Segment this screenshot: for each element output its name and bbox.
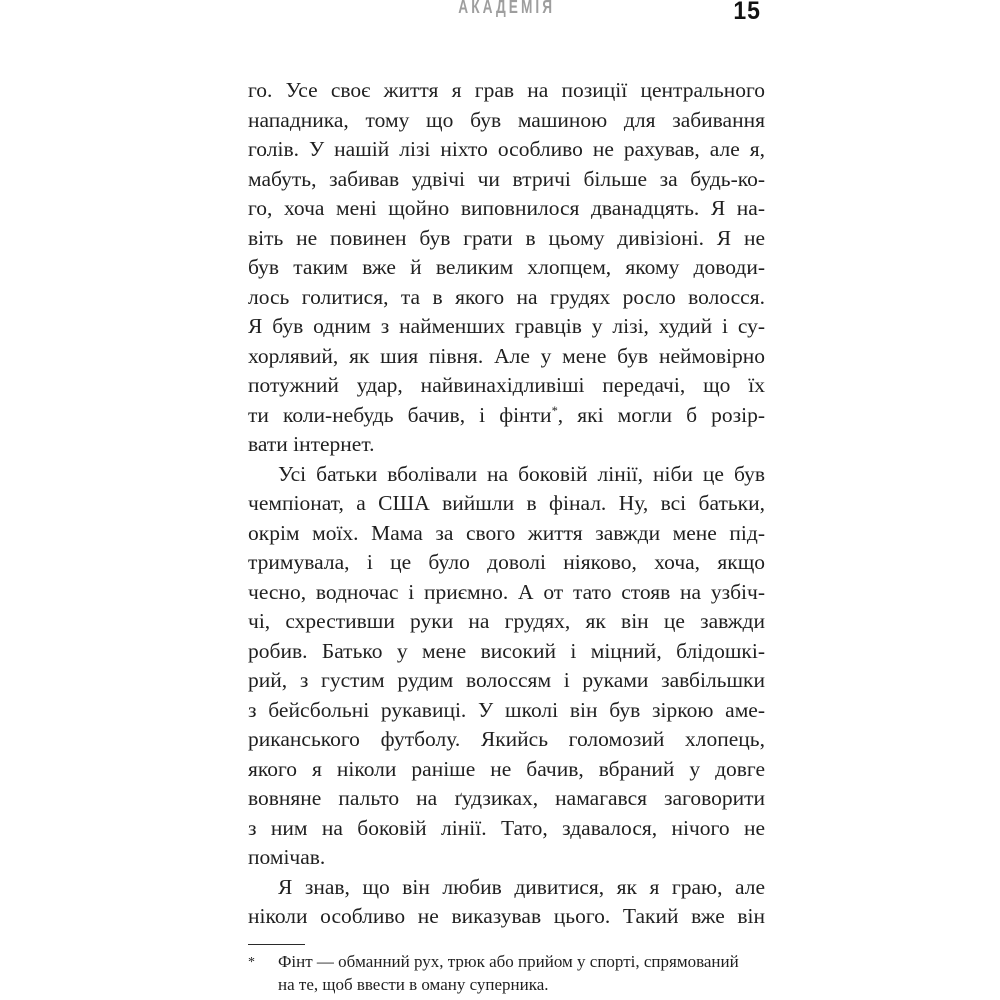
text-line: голів. У нашій лізі ніхто особливо не рахував, але я, [248, 137, 765, 161]
text-line: з бейсбольні рукавиці. У школі він був зіркою аме- [248, 697, 765, 722]
body-text [248, 76, 765, 932]
text-line: рий, з густим рудим волоссям і руками завбільшки [248, 668, 765, 692]
footnote [248, 944, 765, 996]
text-line: лось голитися, та в якого на грудях росло волосся. [248, 284, 765, 309]
text-line: тримувала, і це було доволі ніяково, хоча, якщо [248, 550, 765, 574]
footnote-reference: * [551, 403, 558, 418]
text-line: Фінт — обманний рух, трюк або прийом у спорті, спрямований [278, 952, 739, 971]
text-line: чі, схрестивши руки на грудях, як він це завжди [248, 609, 765, 633]
text-line: ніколи особливо не виказував цього. Такий вже він [248, 904, 765, 928]
text-line: потужний удар, найвинахідливіші передачі, що їх [248, 373, 765, 397]
text-line: був таким вже й великим хлопцем, якому доводи- [248, 255, 765, 279]
footnote-marker: * [248, 955, 255, 970]
running-title-wrap [248, 0, 765, 18]
paragraph [248, 873, 765, 932]
page-number: 15 [733, 0, 761, 25]
text-line: вовняне пальто на ґудзиках, намагався заговорити [248, 786, 765, 810]
footnote-row [248, 951, 765, 996]
text-line: окрім моїх. Мама за свого життя завжди мене під- [248, 520, 765, 545]
text-line: хорлявий, як шия півня. Але у мене був неймовірно [248, 343, 765, 368]
text-line: з ним на боковій лінії. Тато, здавалося, нічого не [248, 815, 765, 840]
text-line: Я знав, що він любив дивитися, як я граю, але [278, 874, 765, 899]
text-line: го. Усе своє життя я грав на позиції центрального [248, 78, 765, 102]
text-line: якого я ніколи раніше не бачив, вбраний у довге [248, 756, 765, 781]
text-line: ти коли-небудь бачив, і фінти*, які могли б розір- [248, 402, 765, 427]
paragraph [248, 76, 765, 460]
footnote-text [278, 951, 765, 996]
text-line: нападника, тому що був машиною для забивання [248, 107, 765, 132]
footnote-separator [248, 944, 305, 945]
text-line: риканського футболу. Якийсь голомозий хлопець, [248, 727, 765, 751]
running-title: АКАДЕМІЯ [458, 0, 555, 17]
text-line: го, хоча мені щойно виповнилося дванадцять. Я на- [248, 196, 765, 220]
text-line: мабуть, забивав удвічі чи втричі більше за будь-ко- [248, 166, 765, 191]
text-line: чемпіонат, а США вийшли в фінал. Ну, всі батьки, [248, 491, 765, 515]
paragraph [248, 460, 765, 873]
text-line: вати інтернет. [248, 432, 375, 456]
text-line: робив. Батько у мене високий і міцний, блідошкі- [248, 638, 765, 663]
text-line: на те, щоб ввести в оману суперника. [278, 974, 549, 994]
text-line: віть не повинен був грати в цьому дивізіоні. Я не [248, 225, 765, 250]
text-line: Усі батьки вболівали на боковій лінії, ніби це був [278, 461, 765, 486]
page-header [248, 0, 765, 25]
text-line: Я був одним з найменших гравців у лізі, худий і су- [248, 314, 765, 338]
text-line: помічав. [248, 845, 326, 869]
text-line: чесно, водночас і приємно. А от тато стояв на узбіч- [248, 579, 765, 604]
